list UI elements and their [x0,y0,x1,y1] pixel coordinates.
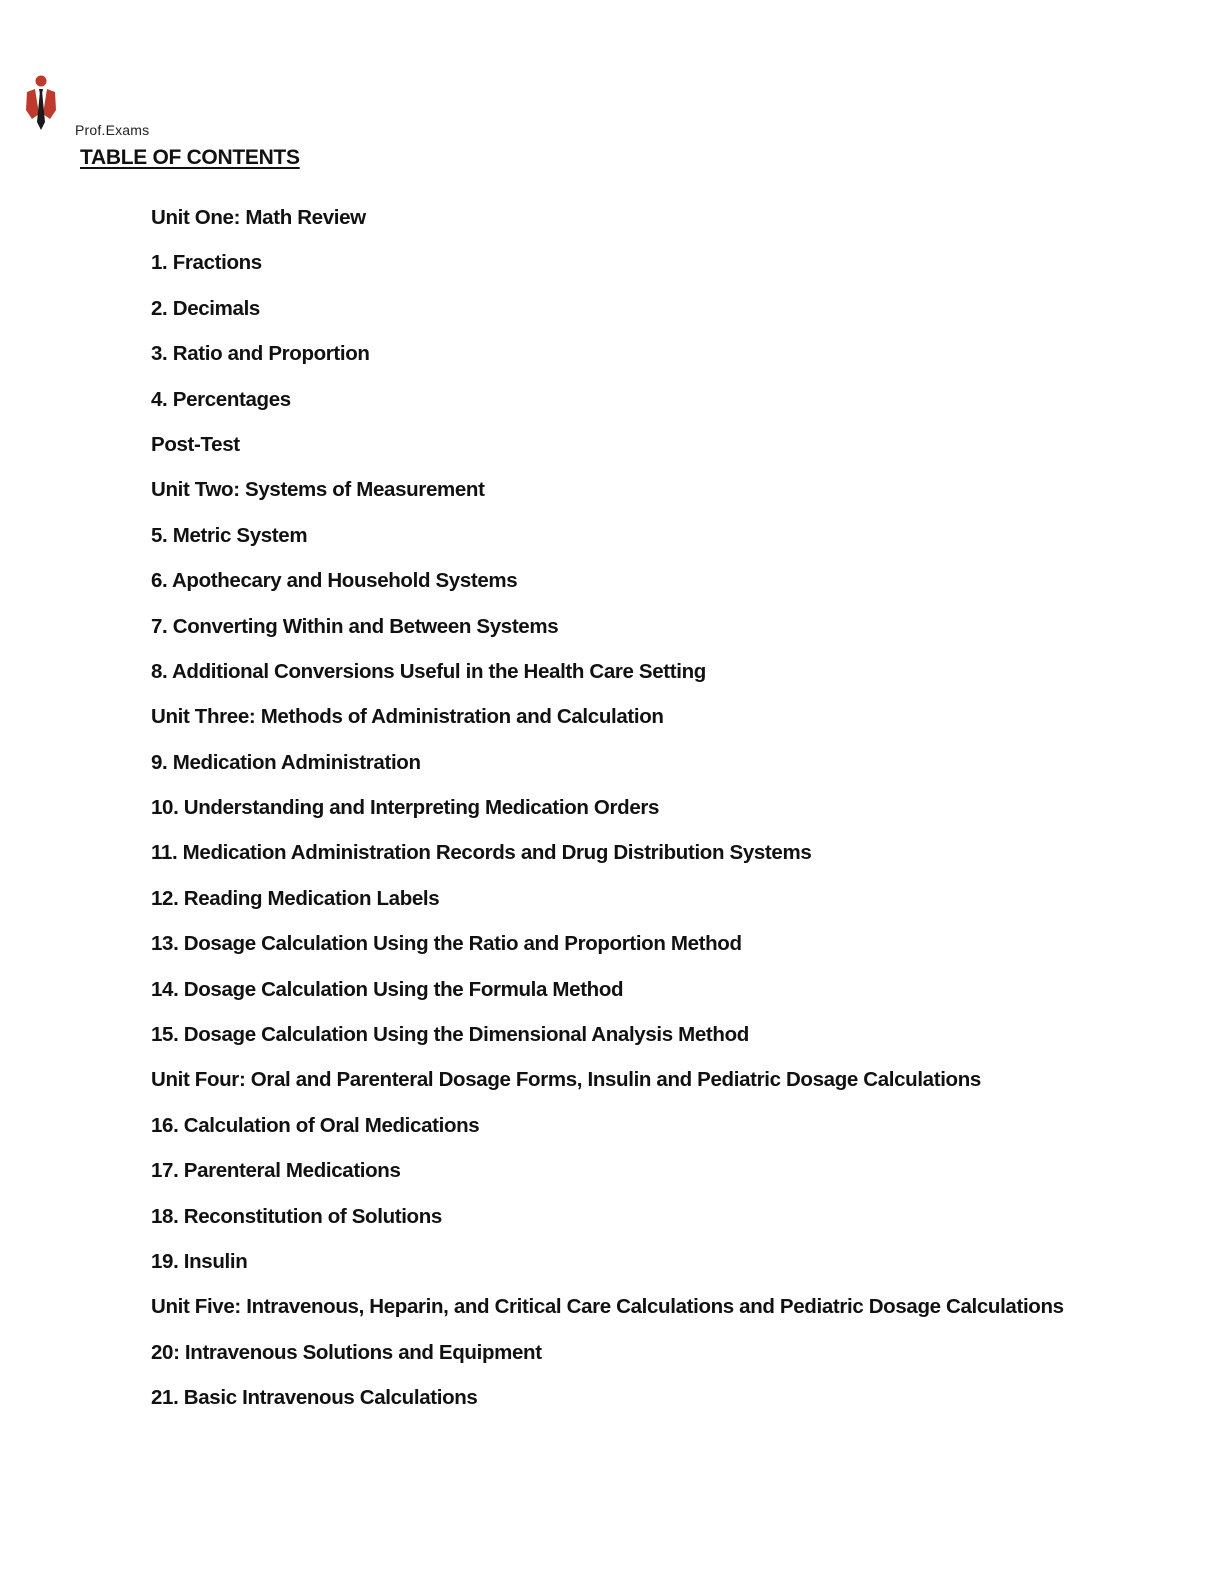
toc-chapter-item: 17. Parenteral Medications [151,1159,401,1183]
toc-unit-heading: Unit Three: Methods of Administration and Calculation [151,705,664,729]
toc-chapter-item: 13. Dosage Calculation Using the Ratio and Proportion Method [151,932,742,956]
toc-chapter-item: 18. Reconstitution of Solutions [151,1204,442,1228]
toc-chapter-item: 12. Reading Medication Labels [151,886,440,910]
toc-chapter-item: 19. Insulin [151,1249,248,1273]
toc-unit-heading: Unit Two: Systems of Measurement [151,478,485,502]
toc-chapter-item: 11. Medication Administration Records and Drug Distribution Systems [151,841,812,865]
toc-chapter-item: 20: Intravenous Solutions and Equipment [151,1340,542,1364]
person-with-tie-logo-icon [24,74,60,132]
toc-chapter-item: 16. Calculation of Oral Medications [151,1113,480,1137]
toc-chapter-item: 6. Apothecary and Household Systems [151,569,518,593]
toc-unit-heading: Unit Five: Intravenous, Heparin, and Critical Care Calculations and Pediatric Dosage Calculations [151,1295,1064,1319]
toc-chapter-item: 7. Converting Within and Between Systems [151,614,559,638]
page-title: TABLE OF CONTENTS [80,146,300,169]
toc-chapter-item: 10. Understanding and Interpreting Medication Orders [151,796,660,820]
toc-chapter-item: 3. Ratio and Proportion [151,342,370,366]
toc-chapter-item: 15. Dosage Calculation Using the Dimensional Analysis Method [151,1023,749,1047]
toc-chapter-item: 1. Fractions [151,251,262,275]
table-of-contents-list [151,203,1064,1429]
toc-chapter-item: 5. Metric System [151,523,308,547]
toc-chapter-item: 8. Additional Conversions Useful in the Health Care Setting [151,659,706,683]
toc-chapter-item: 2. Decimals [151,296,260,320]
brand-name: Prof.Exams [75,122,150,138]
toc-chapter-item: 4. Percentages [151,387,291,411]
toc-chapter-item: 9. Medication Administration [151,750,421,774]
toc-chapter-item: 14. Dosage Calculation Using the Formula Method [151,977,624,1001]
toc-chapter-item: 21. Basic Intravenous Calculations [151,1386,478,1410]
toc-unit-heading: Unit Four: Oral and Parenteral Dosage Forms, Insulin and Pediatric Dosage Calculations [151,1068,981,1092]
toc-unit-heading: Unit One: Math Review [151,206,366,229]
toc-post-test-item: Post-Test [151,432,240,456]
